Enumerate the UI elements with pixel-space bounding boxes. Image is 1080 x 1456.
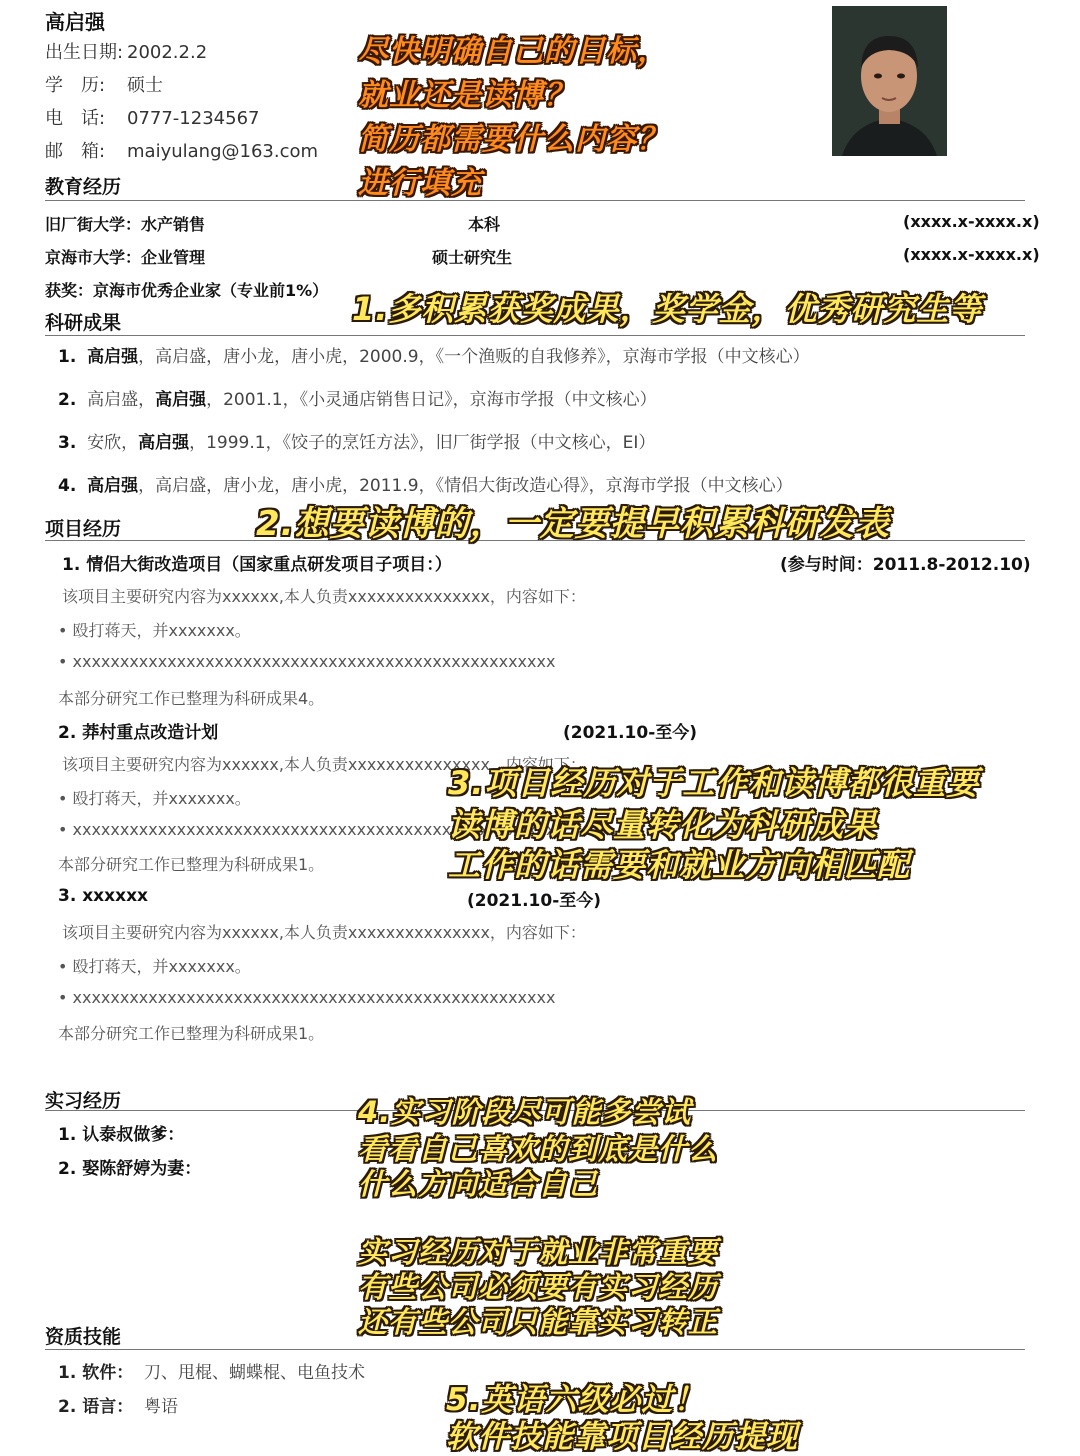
degree-row: [45, 71, 163, 97]
overlay-tip-3-line: 3.项目经历对于工作和读博都很重要: [448, 764, 980, 802]
research-rest: ，1999.1，《饺子的烹饪方法》，旧厂街学报（中文核心，EI）: [189, 433, 656, 453]
phone-value: 0777-1234567: [127, 108, 260, 129]
project-summary: 本部分研究工作已整理为科研成果1。: [58, 855, 325, 874]
project-bullet: • 殴打蒋天，并xxxxxxx。: [58, 957, 251, 976]
skills-title: 资质技能: [45, 1326, 122, 1348]
project-bullet: • xxxxxxxxxxxxxxxxxxxxxxxxxxxxxxxxxxxxxxxxxxxxxxxxxxx: [58, 820, 556, 839]
overlay-tip-4-line: 实习经历对于就业非常重要: [358, 1235, 719, 1269]
overlay-tip-3-line: 读博的话尽量转化为科研成果: [448, 806, 878, 844]
education-title: 教育经历: [45, 176, 122, 198]
project-bullet: • 殴打蒋天，并xxxxxxx。: [58, 621, 251, 640]
overlay-tip-4-line: 还有些公司只能靠实习转正: [358, 1305, 719, 1339]
research-author: 高启强: [87, 476, 139, 496]
project-summary: 本部分研究工作已整理为科研成果4。: [58, 689, 325, 708]
overlay-top-line: 简历都需要什么内容？: [358, 122, 668, 157]
research-num: 2.: [58, 390, 77, 410]
research-pre: 安欣，: [87, 433, 139, 453]
profile-photo: [832, 6, 947, 156]
research-author: 高启强: [87, 347, 139, 367]
research-item: [58, 471, 793, 496]
portrait-illustration: [832, 6, 947, 156]
research-num: 3.: [58, 433, 77, 453]
skill-row: [58, 1358, 365, 1383]
overlay-tip-2: 2.想要读博的，一定要提早积累科研发表: [256, 504, 890, 544]
research-rest: ，高启盛，唐小龙，唐小虎，2011.9，《情侣大街改造心得》，京海市学报（中文核心）: [138, 476, 793, 496]
research-rest: ，高启盛，唐小龙，唐小虎，2000.9，《一个渔贩的自我修养》，京海市学报（中文核心）: [138, 347, 810, 367]
skill-label: 2. 语言：: [58, 1397, 134, 1417]
degree-value: 硕士: [127, 75, 163, 96]
research-title: 科研成果: [45, 312, 122, 334]
email-row: [45, 137, 318, 163]
edu-period-2: (xxxx.x-xxxx.x): [903, 245, 1040, 264]
edu-degree-1: 本科: [468, 215, 501, 234]
overlay-tip-4-line: 什么方向适合自己: [358, 1167, 599, 1201]
phone-label: 电 话:: [45, 108, 106, 129]
edu-award: 获奖：京海市优秀企业家（专业前1%）: [45, 281, 329, 300]
edu-period-1: (xxxx.x-xxxx.x): [903, 212, 1040, 231]
research-item: [58, 428, 655, 453]
project-intro: 该项目主要研究内容为xxxxxx,本人负责xxxxxxxxxxxxxxx，内容如下：: [62, 587, 586, 606]
overlay-tip-5-line: 5.英语六级必过！: [446, 1382, 706, 1418]
research-num: 1.: [58, 347, 77, 367]
research-author: 高启强: [155, 390, 207, 410]
education-divider: [45, 200, 1025, 201]
birth-value: 2002.2.2: [127, 42, 208, 63]
skills-divider: [45, 1349, 1025, 1350]
email-label: 邮 箱:: [45, 141, 106, 162]
project-bullet: • 殴打蒋天，并xxxxxxx。: [58, 789, 251, 808]
overlay-tip-4-line: 看看自己喜欢的到底是什么: [358, 1132, 719, 1166]
internship-title: 实习经历: [45, 1090, 122, 1112]
projects-title: 项目经历: [45, 518, 122, 540]
research-pre: 高启盛，: [87, 390, 156, 410]
project-intro: 该项目主要研究内容为xxxxxx,本人负责xxxxxxxxxxxxxxx，内容如下：: [62, 923, 586, 942]
project-intro: 该项目主要研究内容为xxxxxx,本人负责xxxxxxxxxxxxxxx，内容如下：: [62, 755, 586, 774]
phone-row: [45, 104, 259, 130]
resume-name: 高启强: [45, 10, 105, 34]
internship-item: 2. 娶陈舒婷为妻：: [58, 1159, 202, 1179]
email-value: maiyulang@163.com: [127, 141, 319, 162]
edu-school-1: 旧厂街大学：水产销售: [45, 215, 206, 234]
overlay-tip-3-line: 工作的话需要和就业方向相匹配: [448, 846, 911, 884]
skill-value: 粤语: [144, 1397, 179, 1417]
skill-value: 刀、甩棍、蝴蝶棍、电鱼技术: [144, 1363, 366, 1383]
project-period: (2021.10-至今): [563, 723, 698, 743]
research-divider: [45, 335, 1025, 336]
internship-item: 1. 认泰叔做爹：: [58, 1125, 185, 1145]
overlay-top-line: 就业还是读博？: [358, 78, 575, 113]
degree-label: 学 历:: [45, 75, 106, 96]
overlay-top-line: 进行填充: [358, 166, 482, 201]
skill-row: [58, 1392, 178, 1417]
skill-label: 1. 软件：: [58, 1363, 134, 1383]
project-summary: 本部分研究工作已整理为科研成果1。: [58, 1024, 325, 1043]
project-heading: 3. xxxxxx: [58, 886, 148, 906]
edu-school-2: 京海市大学：企业管理: [45, 248, 206, 267]
research-author: 高启强: [138, 433, 190, 453]
overlay-tip-4-line: 有些公司必须要有实习经历: [358, 1270, 719, 1304]
edu-degree-2: 硕士研究生: [432, 248, 513, 267]
research-rest: ，2001.1，《小灵通店销售日记》，京海市学报（中文核心）: [206, 390, 657, 410]
overlay-tip-4-line: 4.实习阶段尽可能多尝试: [358, 1095, 692, 1129]
overlay-tip-1: 1.多积累获奖成果，奖学金，优秀研究生等: [352, 290, 983, 328]
project-bullet: • xxxxxxxxxxxxxxxxxxxxxxxxxxxxxxxxxxxxxxxxxxxxxxxxxxx: [58, 652, 556, 671]
birth-row: [45, 38, 207, 64]
overlay-top-line: 尽快明确自己的目标，: [358, 34, 668, 69]
project-period: (2021.10-至今): [467, 891, 602, 911]
project-bullet: • xxxxxxxxxxxxxxxxxxxxxxxxxxxxxxxxxxxxxxxxxxxxxxxxxxx: [58, 988, 556, 1007]
project-period: (参与时间：2011.8-2012.10): [780, 555, 1031, 575]
research-num: 4.: [58, 476, 77, 496]
birth-label: 出生日期:: [45, 42, 124, 63]
project-heading: 1. 情侣大街改造项目（国家重点研发项目子项目：）: [62, 555, 452, 575]
project-heading: 2. 莽村重点改造计划: [58, 723, 219, 743]
research-item: [58, 385, 657, 410]
overlay-tip-5-line: 软件技能靠项目经历提现: [446, 1419, 798, 1455]
research-item: [58, 342, 810, 367]
